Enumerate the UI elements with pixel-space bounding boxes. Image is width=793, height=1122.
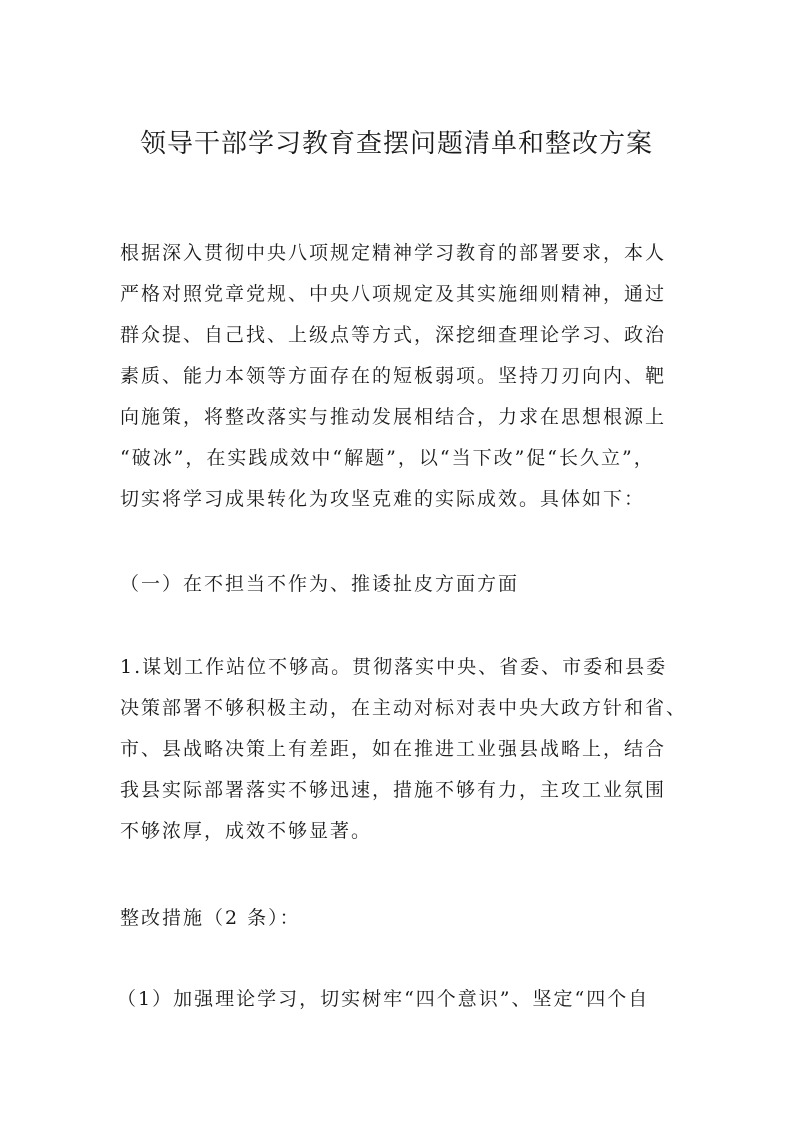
intro-line: 向施策，将整改落实与推动发展相结合，力求在思想根源上: [120, 406, 667, 428]
section-heading: [120, 564, 685, 605]
measure-1-paragraph: [117, 979, 682, 1020]
intro-line: 根据深入贯彻中央八项规定精神学习教育的部署要求，本人: [120, 242, 667, 264]
document-title: 领导干部学习教育查摆问题清单和整改方案: [139, 129, 653, 159]
item-1-line: 我县实际部署落实不够迅速，措施不够有力，主攻工业氛围: [120, 779, 667, 801]
intro-line: 切实将学习成果转化为攻坚克难的实际成效。具体如下：: [120, 488, 646, 510]
measure-1-line: （1）加强理论学习，切实树牢“四个意识”、坚定“四个自: [117, 988, 650, 1010]
item-1-line: 1.谋划工作站位不够高。贯彻落实中央、省委、市委和县委: [120, 656, 668, 678]
item-1-line: 市、县战略决策上有差距，如在推进工业强县战略上，结合: [120, 738, 667, 760]
intro-line: “破冰”，在实践成效中“解题”，以“当下改”促“长久立”，: [120, 447, 655, 469]
measures-heading: [120, 898, 685, 939]
measures-heading-text: 整改措施（2 条）：: [120, 907, 301, 929]
section-heading-text: （一）在不担当不作为、推诿扯皮方面方面: [120, 573, 520, 595]
intro-line: 群众提、自己找、上级点等方式，深挖细查理论学习、政治: [120, 324, 667, 346]
item-1-line: 决策部署不够积极主动，在主动对标对表中央大政方针和省、: [120, 697, 688, 719]
intro-paragraph: [120, 233, 685, 520]
item-1-paragraph: [120, 647, 688, 852]
intro-line: 严格对照党章党规、中央八项规定及其实施细则精神，通过: [120, 283, 667, 305]
item-1-line: 不够浓厚，成效不够显著。: [120, 820, 373, 842]
intro-line: 素质、能力本领等方面存在的短板弱项。坚持刀刃向内、靶: [120, 365, 667, 387]
